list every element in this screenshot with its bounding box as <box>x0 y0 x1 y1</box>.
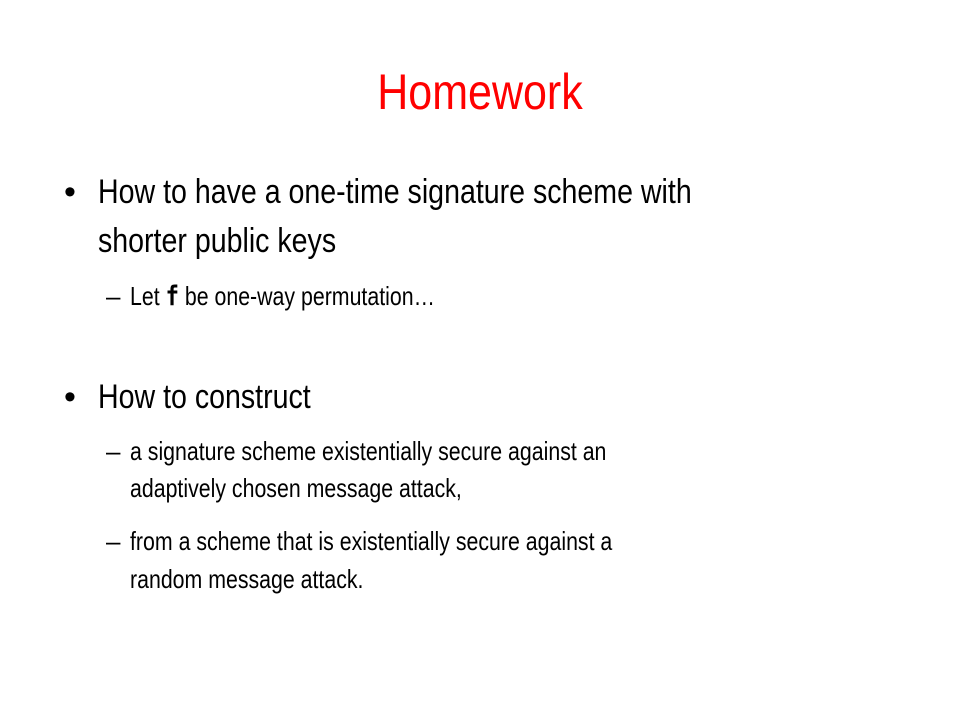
sub-bullet-1-1-text <box>130 280 435 313</box>
bullet-1 <box>64 172 944 212</box>
sub-bullet-2-2-line-2: random message attack. <box>130 564 364 594</box>
function-symbol: f <box>165 281 179 312</box>
sub-bullet-2-2-line-1: from a scheme that is existentially secure against a <box>130 526 613 556</box>
bullet-1-line-2: shorter public keys <box>98 222 337 260</box>
slide-title: Homework <box>377 64 583 120</box>
sub-bullet-marker: – <box>106 281 121 311</box>
sub-bullet-2-1-line-1: a signature scheme existentially secure against an <box>130 436 607 466</box>
sub-bullet-1-1-suffix: be one-way permutation… <box>184 281 435 311</box>
sub-bullet-1-1-prefix: Let <box>130 281 160 311</box>
bullet-1-line-1: How to have a one-time signature scheme with <box>98 173 692 211</box>
sub-bullet-2-2-continued <box>106 563 906 595</box>
sub-bullet-marker: – <box>106 436 121 466</box>
sub-bullet-2-1-continued <box>106 472 906 504</box>
bullet-marker: • <box>64 173 76 211</box>
bullet-2 <box>64 377 944 417</box>
sub-bullet-2-2 <box>106 525 906 557</box>
bullet-marker: • <box>64 378 76 416</box>
sub-bullet-2-1-line-2: adaptively chosen message attack, <box>130 473 462 503</box>
bullet-1-continued <box>64 221 944 261</box>
bullet-2-line-1: How to construct <box>98 378 311 416</box>
sub-bullet-1-1 <box>106 280 906 312</box>
sub-bullet-marker: – <box>106 526 121 556</box>
sub-bullet-2-1 <box>106 435 906 467</box>
